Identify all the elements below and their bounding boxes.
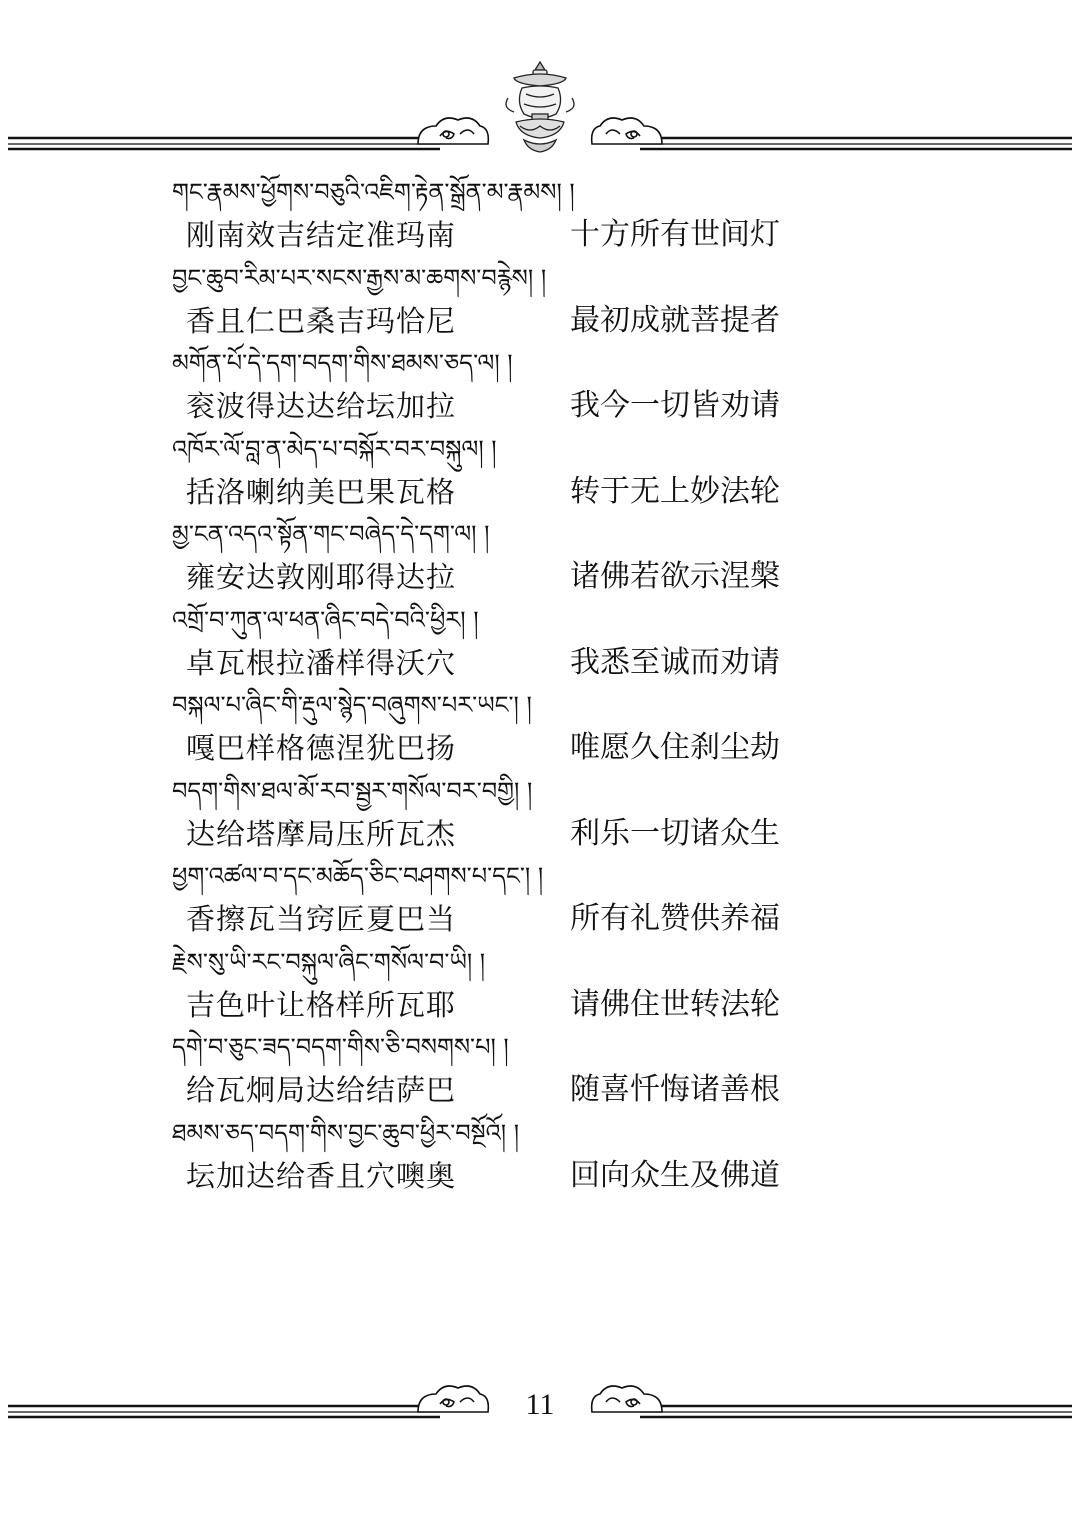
header-rule-right — [640, 138, 1072, 149]
transliteration-line: 雍安达敦刚耶得达拉 — [186, 560, 457, 594]
transliteration-line: 衮波得达达给坛加拉 — [186, 389, 457, 423]
chinese-line: 所有礼赞供养福 — [570, 901, 780, 936]
chinese-line: 请佛住世转法轮 — [570, 986, 780, 1022]
verse-6 — [170, 603, 830, 689]
transliteration-line: 坛加达给香且穴噢奥 — [186, 1158, 457, 1193]
tibetan-line: མྱ་ངན་འདའ་སྟོན་གང་བཞེད་དེ་དག་ལ། ། — [172, 520, 490, 548]
tibetan-line: འགྲོ་བ་ཀུན་ལ་ཕན་ཞིང་བདེ་བའི་ཕྱིར། ། — [172, 605, 479, 634]
treasure-vase-icon — [506, 62, 574, 152]
tibetan-line: བསྐལ་པ་ཞིང་གི་རྡུལ་སྙེད་བཞུགས་པར་ཡང་། ། — [172, 691, 532, 719]
page-number: 11 — [525, 1388, 555, 1421]
verse-5 — [170, 517, 830, 603]
chinese-line: 十方所有世间灯 — [570, 217, 780, 252]
tibetan-line: ཐམས་ཅད་བདག་གིས་བྱང་ཆུབ་ཕྱིར་བསྔོའོ། ། — [172, 1118, 520, 1147]
verse-7 — [170, 688, 830, 774]
verse-8 — [170, 774, 830, 860]
chinese-line: 转于无上妙法轮 — [570, 473, 780, 509]
verse-1 — [170, 175, 830, 261]
chinese-line: 唯愿久住刹尘劫 — [570, 730, 780, 765]
transliteration-line: 香且仁巴桑吉玛恰尼 — [186, 303, 457, 338]
footer-rule-right — [640, 1406, 1072, 1417]
tibetan-line: བདག་གིས་ཐལ་མོ་རབ་སྦྱར་གསོལ་བར་བགྱི། ། — [172, 776, 533, 805]
transliteration-line: 卓瓦根拉潘样得沃穴 — [186, 645, 457, 680]
cloud-icon-right — [592, 118, 662, 144]
verse-9 — [170, 859, 830, 945]
verse-11 — [170, 1030, 830, 1116]
cloud-icon-right — [592, 1386, 662, 1412]
verse-list — [170, 175, 830, 1201]
tibetan-line: རྗེས་སུ་ཡི་རང་བསྐུལ་ཞིང་གསོལ་བ་ཡི། ། — [172, 947, 486, 976]
tibetan-line: བྱང་ཆུབ་རིམ་པར་སངས་རྒྱས་མ་ཆགས་བརྙེས། ། — [172, 263, 547, 292]
verse-4 — [170, 432, 830, 518]
tibetan-line: འཁོར་ལོ་བླ་ན་མེད་པ་བསྐོར་བར་བསྐུལ། ། — [172, 434, 497, 463]
tibetan-line: གང་རྣམས་ཕྱོགས་བཅུའི་འཇིག་རྟེན་སྒྲོན་མ་རྣམས། ། — [172, 178, 575, 206]
header-rule-left — [8, 138, 440, 149]
cloud-icon-left — [418, 118, 488, 144]
transliteration-line: 给瓦炯局达给结萨巴 — [186, 1073, 457, 1107]
transliteration-line: 刚南效吉结定准玛南 — [186, 218, 457, 252]
tibetan-line: མགོན་པོ་དེ་དག་བདག་གིས་ཐམས་ཅད་ལ། ། — [172, 349, 513, 377]
chinese-line: 诸佛若欲示涅槃 — [570, 559, 780, 594]
cloud-icon-left — [418, 1386, 488, 1412]
transliteration-line: 括洛喇纳美巴果瓦格 — [186, 474, 457, 509]
verse-3 — [170, 346, 830, 432]
verse-12 — [170, 1116, 830, 1202]
chinese-line: 我今一切皆劝请 — [570, 388, 780, 423]
chinese-line: 回向众生及佛道 — [570, 1157, 780, 1193]
transliteration-line: 嘎巴样格德涅犹巴扬 — [186, 731, 457, 765]
transliteration-line: 达给塔摩局压所瓦杰 — [186, 816, 457, 851]
chinese-line: 我悉至诚而劝请 — [570, 644, 780, 680]
transliteration-line: 吉色叶让格样所瓦耶 — [186, 987, 457, 1022]
header-ornament — [0, 60, 1080, 170]
transliteration-line: 香擦瓦当窍匠夏巴当 — [186, 902, 457, 936]
chinese-line: 最初成就菩提者 — [570, 302, 780, 338]
footer-rule-left — [8, 1406, 440, 1417]
verse-2 — [170, 261, 830, 347]
chinese-line: 随喜忏悔诸善根 — [570, 1072, 780, 1107]
tibetan-line: དགེ་བ་ཅུང་ཟད་བདག་གིས་ཅི་བསགས་པ། ། — [172, 1033, 509, 1061]
verse-10 — [170, 945, 830, 1031]
chinese-line: 利乐一切诸众生 — [570, 815, 780, 851]
tibetan-line: ཕྱག་འཚལ་བ་དང་མཆོད་ཅིང་བཤགས་པ་དང་། ། — [172, 862, 544, 890]
